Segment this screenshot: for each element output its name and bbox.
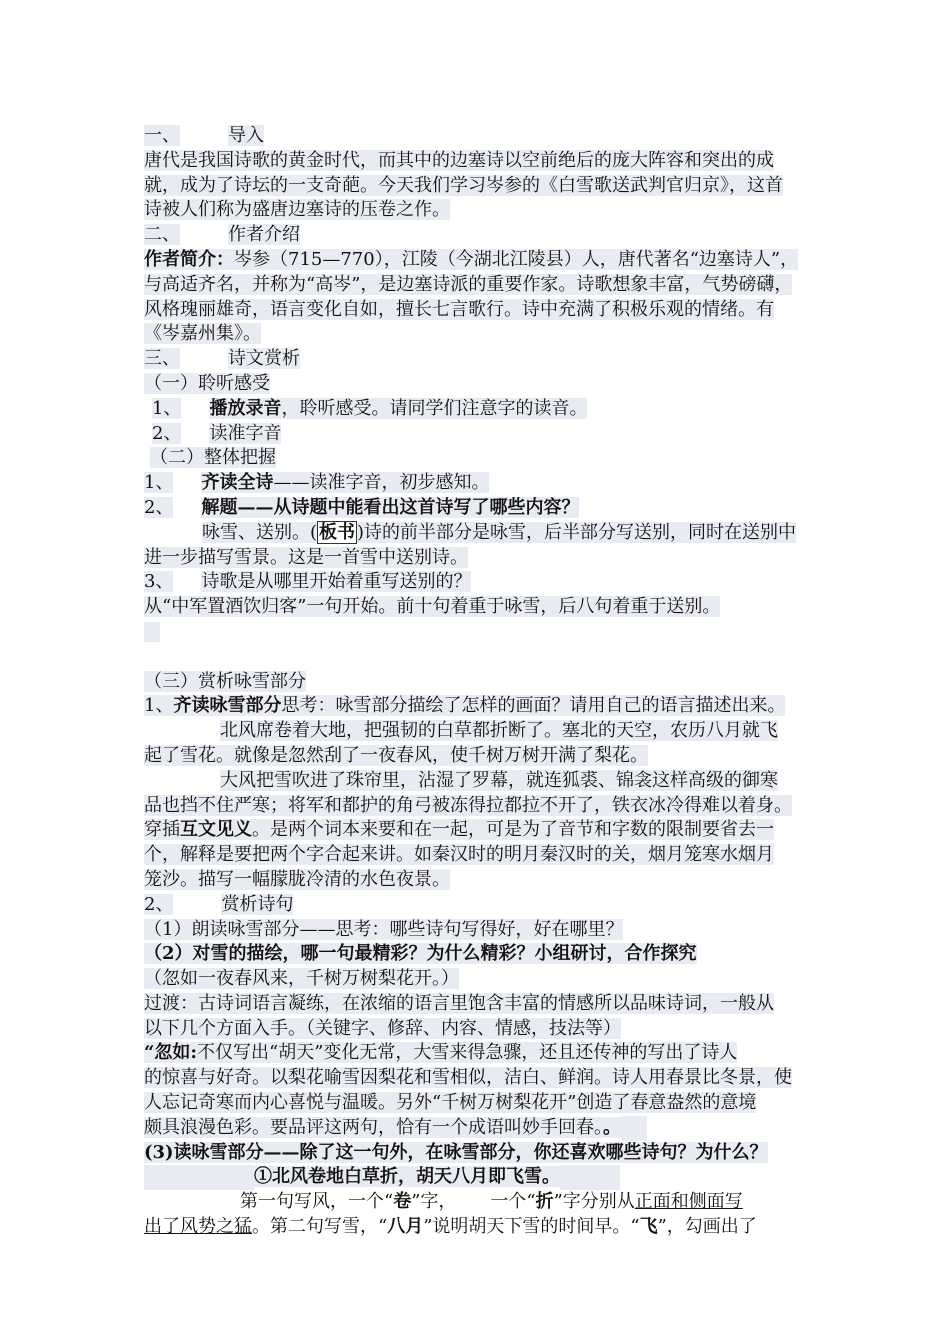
paragraph-line: 大风把雪吹进了珠帘里，沾湿了罗幕，就连狐裘、锦衾这样高级的御寒	[220, 769, 778, 791]
list-item: 2、 读准字音	[152, 422, 282, 444]
heading-number: 二、	[144, 224, 180, 246]
subheading: （三）赏析咏雪部分	[144, 670, 306, 692]
list-item: 3、 诗歌是从哪里开始着重写送别的？	[144, 571, 472, 593]
paragraph-line: 笼沙。描写一幅朦胧冷清的水色夜景。	[144, 868, 450, 890]
paragraph-line: 以下几个方面入手。（关键字、修辞、内容、情感，技法等）	[144, 1017, 621, 1039]
paragraph-line: 北风席卷着大地，把强韧的白草都折断了。塞北的天空，农历八月就飞	[220, 720, 778, 742]
heading-label: 诗文赏析	[228, 348, 300, 370]
list-item: 1、 播放录音，聆听感受。请同学们注意字的读音。	[152, 397, 588, 419]
blank-line	[144, 645, 824, 670]
paragraph-line: 出了风势之猛。第二句写雪，“八月”说明胡天下雪的时间早。“飞”，勾画出了	[144, 1216, 757, 1238]
paragraph-line: 人忘记奇寒而内心喜悦与温暖。另外“千树万树梨花开”创造了春意盎然的意境	[144, 1092, 757, 1114]
paragraph-line: （1）朗读咏雪部分——思考：哪些诗句写得好，好在哪里？	[144, 918, 624, 940]
paragraph-line: 起了雪花。就像是忽然刮了一夜春风，使千树万树开满了梨花。	[144, 744, 648, 766]
heading-label: 作者介绍	[228, 224, 300, 246]
blank-line	[144, 620, 824, 645]
paragraph-line: 咏雪、送别。( 板书 )诗的前半部分是咏雪，后半部分写送别，同时在送别中	[202, 521, 797, 543]
board-note-box: 板书	[319, 521, 356, 543]
heading-number: 一、	[144, 125, 180, 146]
paragraph-line: 风格瑰丽雄奇，语言变化自如，擅长七言歌行。诗中充满了积极乐观的情绪。有	[144, 298, 774, 320]
list-item: 1、 齐读全诗——读准字音，初步感知。	[144, 472, 490, 494]
poem-line-heading: ①北风卷地白草折，胡天八月即飞雪。	[144, 1165, 824, 1190]
list-item: 2、 赏析诗句	[144, 893, 294, 915]
list-item: 1、齐读咏雪部分思考：咏雪部分描绘了怎样的画面？请用自己的语言描述出来。	[144, 695, 786, 717]
paragraph-line: 穿插互文见义。是两个词本来要和在一起，可是为了音节和字数的限制要省去一	[144, 819, 774, 841]
paragraph-line: 第一句写风，一个“卷”字， 一个“折”字分别从正面和侧面写	[240, 1191, 743, 1213]
paragraph-line: (3)读咏雪部分——除了这一句外，在咏雪部分，你还喜欢哪些诗句？为什么？	[144, 1141, 768, 1163]
paragraph-line: （2）对雪的描绘，哪一句最精彩？为什么精彩？小组研讨，合作探究	[144, 943, 697, 965]
heading-intro	[144, 124, 824, 149]
paragraph-line: 的惊喜与好奇。以梨花喻雪因梨花和雪相似，洁白、鲜润。诗人用春景比冬景，使	[144, 1067, 792, 1089]
paragraph-line: 诗被人们称为盛唐边塞诗的压卷之作。	[144, 199, 450, 221]
heading-number: 三、	[144, 348, 180, 370]
paragraph-line: 品也挡不住严寒；将军和都护的角弓被冻得拉都拉不开了，铁衣冰冷得难以着身。	[144, 794, 792, 816]
subheading: （二）整体把握	[150, 447, 276, 469]
heading-appreciation	[144, 347, 824, 372]
heading-label: 导入	[228, 125, 264, 146]
paragraph-line: 个，解释是要把两个字合起来讲。如秦汉时的明月秦汉时的关，烟月笼寒水烟月	[144, 844, 774, 866]
paragraph-line: 作者简介：岑参（715—770），江陵（今湖北江陵县）人，唐代著名“边塞诗人”，	[144, 248, 799, 270]
list-item: 2、 解题——从诗题中能看出这首诗写了哪些内容？	[144, 496, 580, 518]
paragraph-line: 就，成为了诗坛的一支奇葩。今天我们学习岑参的《白雪歌送武判官归京》，这首	[144, 174, 783, 196]
paragraph-line: “忽如:不仅写出“胡天”变化无常，大雪来得急骤，还且还传神的写出了诗人	[144, 1042, 738, 1064]
paragraph-line: 过渡：古诗词语言凝练，在浓缩的语言里饱含丰富的情感所以品味诗词，一般从	[144, 992, 774, 1014]
paragraph-line: 唐代是我国诗歌的黄金时代，而其中的边塞诗以空前绝后的庞大阵容和突出的成	[144, 149, 774, 171]
paragraph-line: 与高适齐名，并称为“高岑”，是边塞诗派的重要作家。诗歌想象丰富，气势磅礴，	[144, 273, 793, 295]
paragraph-line: （忽如一夜春风来，千树万树梨花开。）	[144, 968, 459, 990]
paragraph-line: 《岑嘉州集》。	[144, 323, 261, 345]
paragraph-line: 颇具浪漫色彩。要品评这两句，恰有一个成语叫妙手回春。。	[144, 1116, 824, 1141]
subheading: （一）聆听感受	[144, 372, 270, 394]
paragraph-line: 从“中军置酒饮归客”一句开始。前十句着重于咏雪，后八句着重于送别。	[144, 596, 721, 618]
document-body	[144, 124, 824, 1240]
heading-author	[144, 223, 824, 248]
paragraph-line: 进一步描写雪景。这是一首雪中送别诗。	[144, 546, 468, 568]
